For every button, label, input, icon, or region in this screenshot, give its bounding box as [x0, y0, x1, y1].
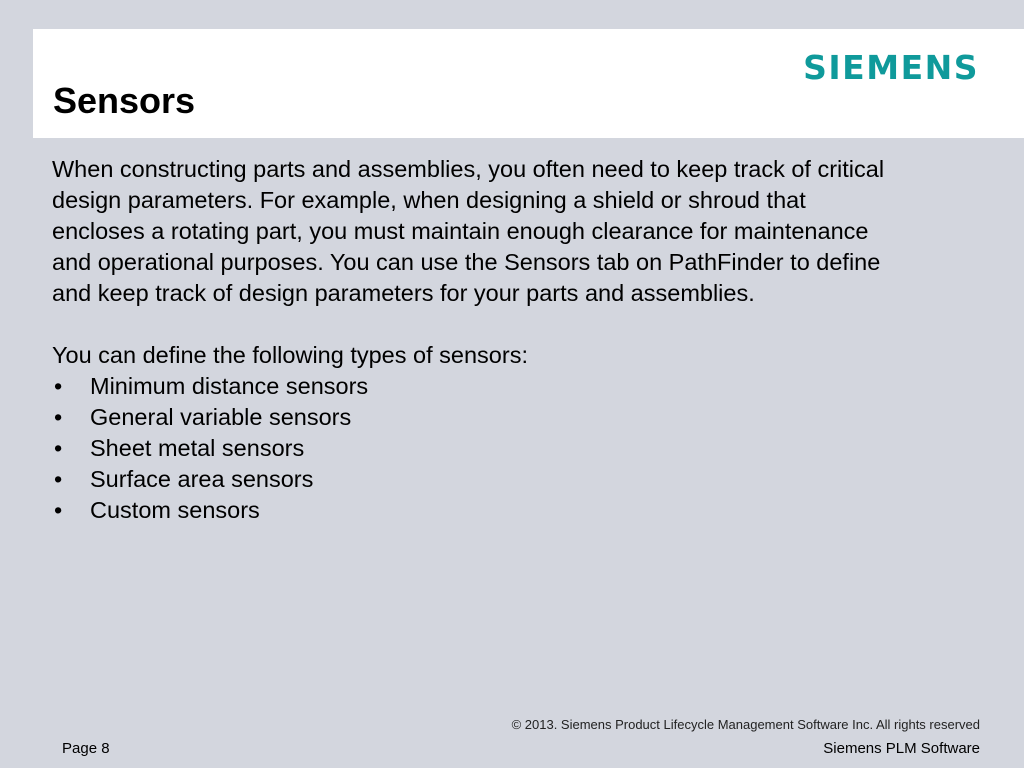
list-item: [52, 495, 982, 526]
list-item: [52, 464, 982, 495]
bullet-icon: •: [54, 373, 63, 399]
list-item: [52, 371, 982, 402]
list-intro: You can define the following types of sensors:: [52, 342, 528, 368]
paragraph-spacer: [52, 309, 982, 340]
paragraph-line: and keep track of design parameters for your parts and assemblies.: [52, 280, 755, 306]
sensor-types-list: [52, 371, 982, 526]
bullet-icon: •: [54, 466, 63, 492]
list-item: [52, 433, 982, 464]
page-number: Page 8: [62, 740, 110, 757]
intro-paragraph: [52, 154, 982, 309]
slide-header: [33, 29, 1024, 138]
siemens-logo: SIEMENS: [803, 48, 979, 87]
list-item-label: Sheet metal sensors: [90, 435, 305, 461]
paragraph-line: When constructing parts and assemblies, you often need to keep track of critical: [52, 156, 885, 182]
bullet-icon: •: [54, 497, 63, 523]
paragraph-line: encloses a rotating part, you must maintain enough clearance for maintenance: [52, 218, 869, 244]
paragraph-line: and operational purposes. You can use the Sensors tab on PathFinder to define: [52, 249, 881, 275]
list-item-label: Custom sensors: [90, 497, 260, 523]
copyright-notice: © 2013. Siemens Product Lifecycle Management Software Inc. All rights reserved: [511, 717, 980, 732]
paragraph-line: design parameters. For example, when designing a shield or shroud that: [52, 187, 806, 213]
slide-title: Sensors: [53, 80, 196, 121]
bullet-icon: •: [54, 404, 63, 430]
slide-body: [52, 154, 982, 526]
list-item-label: Minimum distance sensors: [90, 373, 369, 399]
company-name: Siemens PLM Software: [823, 740, 980, 757]
bullet-icon: •: [54, 435, 63, 461]
list-item-label: Surface area sensors: [90, 466, 314, 492]
list-item: [52, 402, 982, 433]
list-item-label: General variable sensors: [90, 404, 352, 430]
